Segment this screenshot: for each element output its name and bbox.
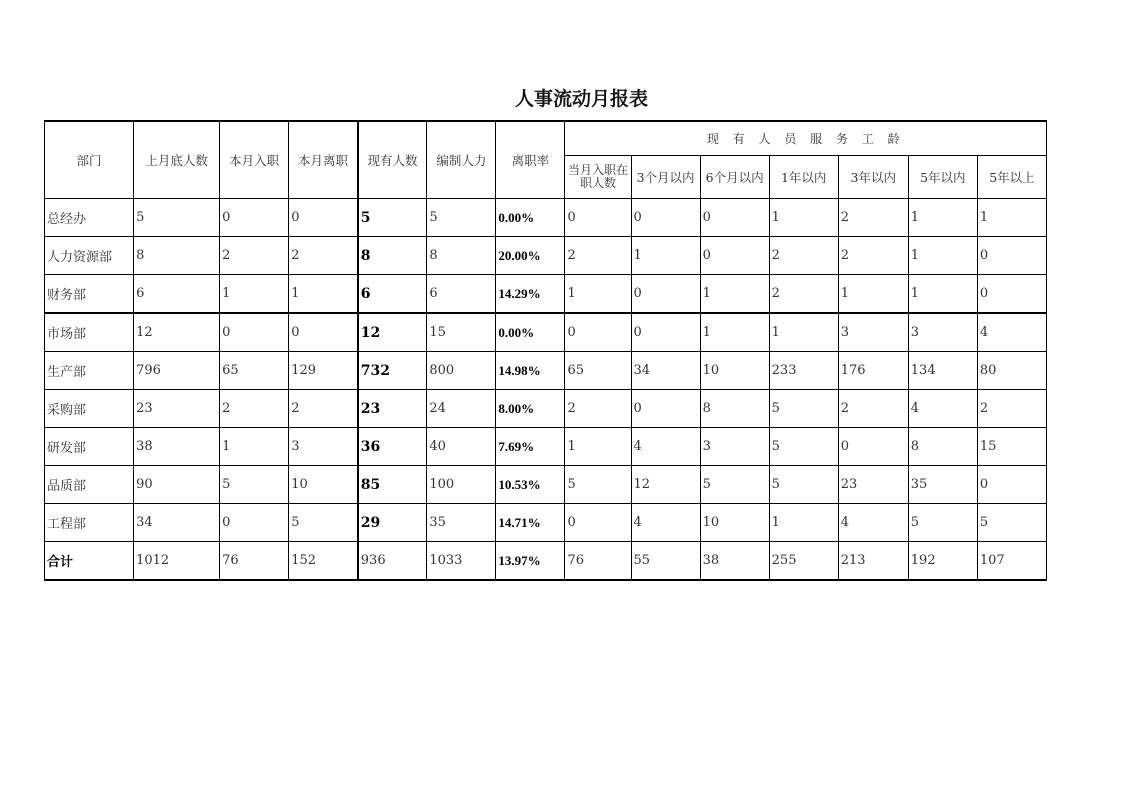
joined-cell: 65 bbox=[220, 352, 289, 390]
tenure-cell: 255 bbox=[769, 542, 838, 581]
tenure-cell: 0 bbox=[700, 237, 769, 275]
dept-cell: 研发部 bbox=[45, 428, 134, 466]
joined-cell: 2 bbox=[220, 390, 289, 428]
header-last-month: 上月底人数 bbox=[134, 121, 220, 199]
dept-cell: 市场部 bbox=[45, 313, 134, 352]
header-joined: 本月入职 bbox=[220, 121, 289, 199]
left-cell: 2 bbox=[289, 390, 358, 428]
last-month-cell: 38 bbox=[134, 428, 220, 466]
tenure-cell: 65 bbox=[565, 352, 631, 390]
tenure-cell: 176 bbox=[838, 352, 908, 390]
tenure-cell: 5 bbox=[565, 466, 631, 504]
left-cell: 0 bbox=[289, 313, 358, 352]
tenure-cell: 1 bbox=[908, 199, 977, 237]
header-tenure-6: 5年以上 bbox=[977, 156, 1046, 199]
tenure-cell: 1 bbox=[631, 237, 700, 275]
tenure-cell: 2 bbox=[769, 275, 838, 314]
left-cell: 129 bbox=[289, 352, 358, 390]
table-row bbox=[45, 313, 1047, 352]
table-row bbox=[45, 390, 1047, 428]
header-tenure-2: 6个月以内 bbox=[700, 156, 769, 199]
tenure-cell: 1 bbox=[908, 237, 977, 275]
tenure-cell: 23 bbox=[838, 466, 908, 504]
tenure-cell: 3 bbox=[908, 313, 977, 352]
left-cell: 2 bbox=[289, 237, 358, 275]
header-left: 本月离职 bbox=[289, 121, 358, 199]
last-month-cell: 5 bbox=[134, 199, 220, 237]
tenure-cell: 1 bbox=[700, 313, 769, 352]
current-cell: 8 bbox=[358, 237, 427, 275]
tenure-cell: 4 bbox=[977, 313, 1046, 352]
tenure-cell: 5 bbox=[769, 390, 838, 428]
tenure-cell: 2 bbox=[565, 237, 631, 275]
table-row bbox=[45, 237, 1047, 275]
last-month-cell: 1012 bbox=[134, 542, 220, 581]
last-month-cell: 34 bbox=[134, 504, 220, 542]
tenure-cell: 76 bbox=[565, 542, 631, 581]
tenure-cell: 0 bbox=[631, 390, 700, 428]
last-month-cell: 90 bbox=[134, 466, 220, 504]
current-cell: 29 bbox=[358, 504, 427, 542]
tenure-cell: 8 bbox=[908, 428, 977, 466]
table-row bbox=[45, 199, 1047, 237]
current-cell: 732 bbox=[358, 352, 427, 390]
tenure-cell: 213 bbox=[838, 542, 908, 581]
tenure-cell: 1 bbox=[769, 313, 838, 352]
tenure-cell: 1 bbox=[565, 428, 631, 466]
header-current: 现有人数 bbox=[358, 121, 427, 199]
turnover-cell: 0.00% bbox=[496, 199, 565, 237]
current-cell: 5 bbox=[358, 199, 427, 237]
tenure-cell: 1 bbox=[565, 275, 631, 314]
tenure-cell: 0 bbox=[977, 466, 1046, 504]
left-cell: 1 bbox=[289, 275, 358, 314]
left-cell: 0 bbox=[289, 199, 358, 237]
current-cell: 23 bbox=[358, 390, 427, 428]
joined-cell: 0 bbox=[220, 199, 289, 237]
tenure-cell: 107 bbox=[977, 542, 1046, 581]
tenure-cell: 5 bbox=[977, 504, 1046, 542]
last-month-cell: 8 bbox=[134, 237, 220, 275]
table-row bbox=[45, 466, 1047, 504]
tenure-cell: 0 bbox=[700, 199, 769, 237]
tenure-cell: 2 bbox=[769, 237, 838, 275]
quota-cell: 35 bbox=[427, 504, 496, 542]
tenure-cell: 1 bbox=[769, 504, 838, 542]
tenure-cell: 2 bbox=[838, 199, 908, 237]
tenure-cell: 10 bbox=[700, 352, 769, 390]
tenure-cell: 134 bbox=[908, 352, 977, 390]
table-row bbox=[45, 428, 1047, 466]
tenure-cell: 4 bbox=[631, 428, 700, 466]
quota-cell: 5 bbox=[427, 199, 496, 237]
turnover-cell: 14.29% bbox=[496, 275, 565, 314]
table-row bbox=[45, 352, 1047, 390]
tenure-cell: 2 bbox=[565, 390, 631, 428]
dept-cell: 品质部 bbox=[45, 466, 134, 504]
joined-cell: 1 bbox=[220, 428, 289, 466]
header-quota: 编制人力 bbox=[427, 121, 496, 199]
tenure-cell: 1 bbox=[908, 275, 977, 314]
quota-cell: 8 bbox=[427, 237, 496, 275]
joined-cell: 0 bbox=[220, 504, 289, 542]
current-cell: 36 bbox=[358, 428, 427, 466]
header-tenure-0: 当月入职在职人数 bbox=[565, 156, 631, 199]
table-row bbox=[45, 275, 1047, 314]
tenure-cell: 34 bbox=[631, 352, 700, 390]
dept-cell: 财务部 bbox=[45, 275, 134, 314]
quota-cell: 100 bbox=[427, 466, 496, 504]
header-tenure-5: 5年以内 bbox=[908, 156, 977, 199]
page-title: 人事流动月报表 bbox=[514, 88, 648, 110]
left-cell: 3 bbox=[289, 428, 358, 466]
tenure-cell: 0 bbox=[631, 313, 700, 352]
tenure-cell: 8 bbox=[700, 390, 769, 428]
turnover-cell: 14.98% bbox=[496, 352, 565, 390]
left-cell: 152 bbox=[289, 542, 358, 581]
tenure-cell: 0 bbox=[631, 275, 700, 314]
header-dept: 部门 bbox=[45, 121, 134, 199]
table-row bbox=[45, 504, 1047, 542]
tenure-cell: 15 bbox=[977, 428, 1046, 466]
tenure-cell: 233 bbox=[769, 352, 838, 390]
tenure-cell: 1 bbox=[769, 199, 838, 237]
tenure-cell: 5 bbox=[769, 466, 838, 504]
quota-cell: 1033 bbox=[427, 542, 496, 581]
header-tenure-group: 现 有 人 员 服 务 工 龄 bbox=[565, 121, 1047, 156]
last-month-cell: 23 bbox=[134, 390, 220, 428]
tenure-cell: 0 bbox=[977, 237, 1046, 275]
header-tenure-4: 3年以内 bbox=[838, 156, 908, 199]
tenure-cell: 35 bbox=[908, 466, 977, 504]
current-cell: 85 bbox=[358, 466, 427, 504]
tenure-cell: 2 bbox=[838, 237, 908, 275]
tenure-cell: 12 bbox=[631, 466, 700, 504]
tenure-cell: 2 bbox=[977, 390, 1046, 428]
turnover-cell: 7.69% bbox=[496, 428, 565, 466]
dept-cell: 合计 bbox=[45, 542, 134, 581]
tenure-cell: 0 bbox=[977, 275, 1046, 314]
tenure-cell: 3 bbox=[838, 313, 908, 352]
dept-cell: 采购部 bbox=[45, 390, 134, 428]
last-month-cell: 6 bbox=[134, 275, 220, 314]
left-cell: 5 bbox=[289, 504, 358, 542]
quota-cell: 800 bbox=[427, 352, 496, 390]
tenure-cell: 1 bbox=[700, 275, 769, 314]
current-cell: 936 bbox=[358, 542, 427, 581]
current-cell: 6 bbox=[358, 275, 427, 314]
tenure-cell: 5 bbox=[700, 466, 769, 504]
header-tenure-3: 1年以内 bbox=[769, 156, 838, 199]
tenure-cell: 1 bbox=[838, 275, 908, 314]
joined-cell: 5 bbox=[220, 466, 289, 504]
last-month-cell: 796 bbox=[134, 352, 220, 390]
tenure-cell: 0 bbox=[565, 504, 631, 542]
dept-cell: 生产部 bbox=[45, 352, 134, 390]
tenure-cell: 192 bbox=[908, 542, 977, 581]
tenure-cell: 4 bbox=[908, 390, 977, 428]
hr-monthly-report-table bbox=[44, 120, 1047, 581]
quota-cell: 6 bbox=[427, 275, 496, 314]
turnover-cell: 20.00% bbox=[496, 237, 565, 275]
header-turnover: 离职率 bbox=[496, 121, 565, 199]
turnover-cell: 0.00% bbox=[496, 313, 565, 352]
tenure-cell: 38 bbox=[700, 542, 769, 581]
header-tenure-1: 3个月以内 bbox=[631, 156, 700, 199]
joined-cell: 1 bbox=[220, 275, 289, 314]
dept-cell: 工程部 bbox=[45, 504, 134, 542]
tenure-cell: 2 bbox=[838, 390, 908, 428]
quota-cell: 15 bbox=[427, 313, 496, 352]
tenure-cell: 80 bbox=[977, 352, 1046, 390]
tenure-cell: 5 bbox=[908, 504, 977, 542]
turnover-cell: 8.00% bbox=[496, 390, 565, 428]
turnover-cell: 13.97% bbox=[496, 542, 565, 581]
tenure-cell: 0 bbox=[838, 428, 908, 466]
tenure-cell: 4 bbox=[838, 504, 908, 542]
tenure-cell: 3 bbox=[700, 428, 769, 466]
turnover-cell: 14.71% bbox=[496, 504, 565, 542]
tenure-cell: 0 bbox=[565, 199, 631, 237]
current-cell: 12 bbox=[358, 313, 427, 352]
tenure-cell: 5 bbox=[769, 428, 838, 466]
tenure-cell: 1 bbox=[977, 199, 1046, 237]
tenure-cell: 10 bbox=[700, 504, 769, 542]
total-row bbox=[45, 542, 1047, 581]
tenure-cell: 0 bbox=[565, 313, 631, 352]
turnover-cell: 10.53% bbox=[496, 466, 565, 504]
quota-cell: 40 bbox=[427, 428, 496, 466]
last-month-cell: 12 bbox=[134, 313, 220, 352]
joined-cell: 76 bbox=[220, 542, 289, 581]
left-cell: 10 bbox=[289, 466, 358, 504]
tenure-cell: 55 bbox=[631, 542, 700, 581]
dept-cell: 人力资源部 bbox=[45, 237, 134, 275]
dept-cell: 总经办 bbox=[45, 199, 134, 237]
joined-cell: 2 bbox=[220, 237, 289, 275]
tenure-cell: 4 bbox=[631, 504, 700, 542]
joined-cell: 0 bbox=[220, 313, 289, 352]
tenure-cell: 0 bbox=[631, 199, 700, 237]
quota-cell: 24 bbox=[427, 390, 496, 428]
